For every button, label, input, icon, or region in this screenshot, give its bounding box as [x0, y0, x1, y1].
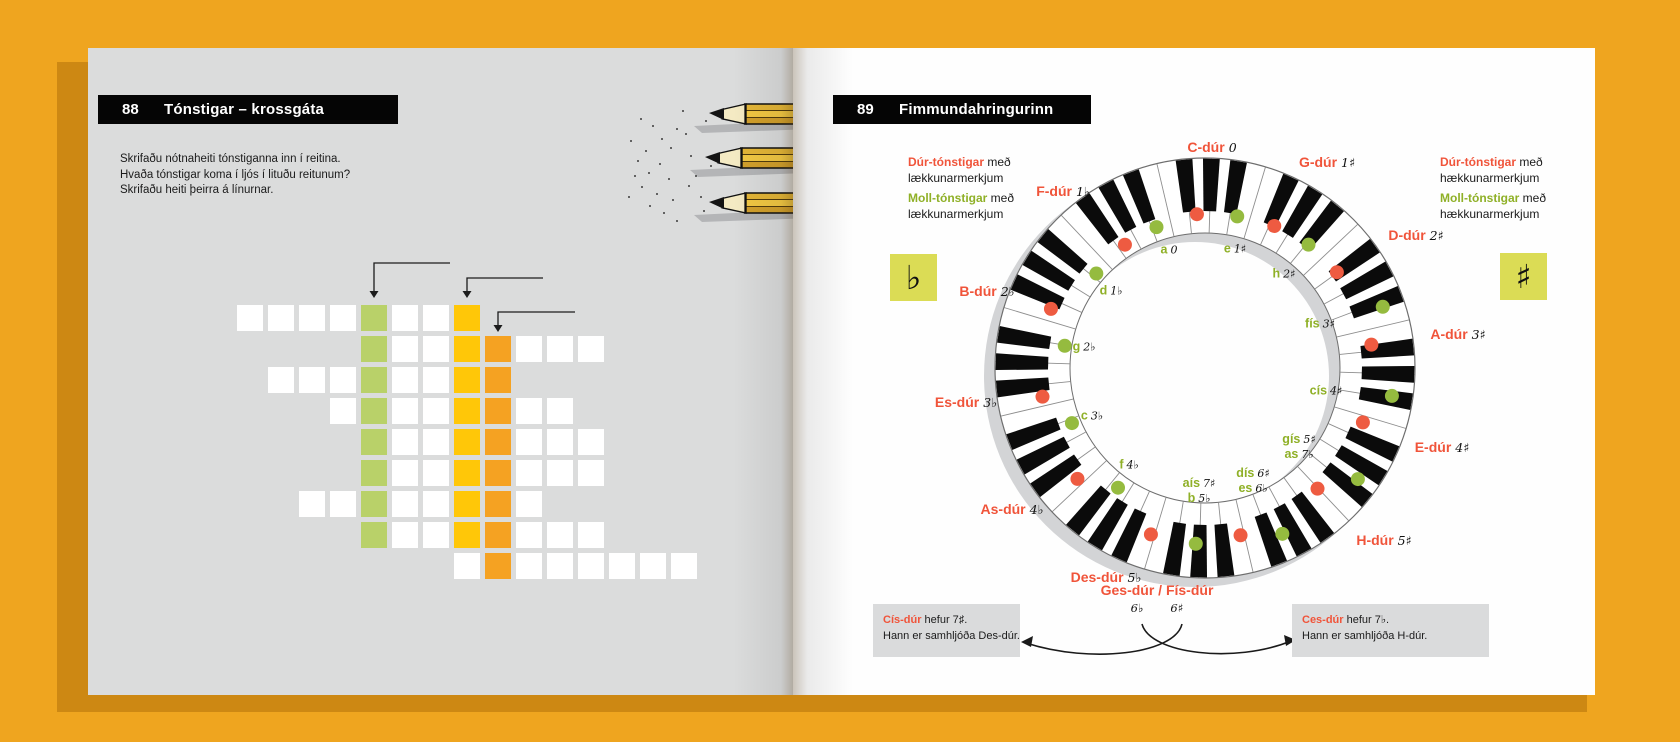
ges-fis-name: Ges-dúr / Fís-dúr [1100, 582, 1214, 598]
major-key-dot [1267, 219, 1281, 233]
speck [641, 186, 643, 188]
major-key-label [1036, 183, 1090, 199]
major-key-label [1356, 532, 1411, 548]
major-key-name: C-dúr [1187, 139, 1225, 155]
speck [663, 212, 665, 214]
minor-key-signature: 0 [1170, 243, 1178, 257]
major-key-signature: 1♯ [1341, 155, 1356, 170]
minor-key-signature: 5♯ [1303, 433, 1316, 446]
speck [688, 185, 690, 187]
major-key-signature: 3♯ [1471, 327, 1486, 342]
answer-lines-arrows[interactable] [0, 0, 793, 742]
minor-key-name: gís [1282, 432, 1301, 446]
major-key-signature: 3♭ [983, 395, 998, 410]
minor-key-label [1310, 384, 1343, 399]
major-key-label [1430, 326, 1485, 342]
minor-key-name: aís [1182, 476, 1201, 490]
speck [628, 196, 630, 198]
speck [659, 163, 661, 165]
minor-key-name: fís [1305, 316, 1320, 331]
minor-key-name: b [1187, 491, 1196, 505]
major-key-label-ges-fis [1101, 582, 1214, 615]
major-key-signature: 1♭ [1075, 184, 1090, 199]
major-key-dot [1070, 472, 1084, 486]
minor-key-signature: 3♭ [1090, 409, 1104, 423]
minor-key-dot [1230, 209, 1244, 223]
major-key-signature: 5♯ [1397, 533, 1412, 548]
minor-key-name: e [1223, 241, 1231, 256]
speck [695, 175, 697, 177]
speck [668, 178, 670, 180]
major-key-dot [1356, 415, 1370, 429]
left-page-number: 88 [122, 101, 139, 118]
major-key-label [981, 501, 1044, 517]
speck [700, 196, 702, 198]
major-key-signature: 2♭ [1000, 284, 1015, 299]
major-key-signature: 2♯ [1429, 228, 1444, 243]
minor-key-name: f [1119, 457, 1124, 472]
note-box-ces [1292, 604, 1489, 657]
legend-moll-line2: lækkunarmerkjum [908, 206, 1004, 221]
minor-key-signature: 1♯ [1233, 242, 1247, 256]
major-key-dot [1190, 207, 1204, 221]
legend-moll-lead: Moll-tónstigar [908, 191, 988, 205]
major-key-dot [1364, 338, 1378, 352]
major-key-label [1299, 154, 1355, 170]
major-key-name: Es-dúr [934, 394, 980, 410]
note-lead: Ces-dúr [1302, 614, 1344, 626]
minor-key-label [1183, 476, 1216, 506]
minor-key-signature: 4♭ [1126, 458, 1139, 472]
legend-dur-lead: Dúr-tónstigar [1440, 155, 1516, 169]
minor-key-name: as [1284, 447, 1299, 461]
ges-sig-flat: 6♭ [1130, 601, 1144, 615]
minor-key-dot [1351, 472, 1365, 486]
legend-dur-line2: hækkunarmerkjum [1440, 170, 1540, 185]
minor-key-label [1073, 340, 1096, 355]
legend-dur-line2: lækkunarmerkjum [908, 170, 1004, 185]
note-box-cis [873, 604, 1020, 657]
intro-line-2: Hvaða tónstigar koma í ljós í lituðu reitunum? [120, 168, 351, 181]
speck [670, 147, 672, 149]
minor-key-name: es [1238, 481, 1253, 495]
speck [703, 210, 705, 212]
minor-key-signature: 5♭ [1198, 492, 1211, 505]
speck [682, 110, 684, 112]
major-key-signature: 4♭ [1029, 502, 1044, 517]
major-key-dot [1330, 265, 1344, 279]
sharp-icon: ♯ [1515, 257, 1532, 296]
major-key-name: Des-dúr [1070, 569, 1124, 585]
major-key-dot [1044, 302, 1058, 316]
minor-key-name: cís [1309, 383, 1328, 398]
note-line2: Hann er samhljóða Des-dúr. [883, 629, 1020, 642]
note-line2: Hann er samhljóða H-dúr. [1302, 629, 1428, 642]
major-key-label [959, 283, 1014, 299]
minor-key-name: d [1099, 283, 1108, 298]
minor-key-name: g [1072, 339, 1081, 354]
legend-moll-line2: hækkunarmerkjum [1440, 206, 1540, 221]
minor-key-signature: 7♯ [1203, 477, 1216, 490]
speck [676, 220, 678, 222]
speck [634, 175, 636, 177]
major-key-name: B-dúr [959, 283, 997, 299]
intro-line-3: Skrifaðu heiti þeirra á línurnar. [120, 184, 274, 196]
minor-key-label [1236, 466, 1269, 496]
major-key-name: D-dúr [1388, 227, 1426, 243]
right-page-number: 89 [857, 101, 874, 118]
major-key-name: E-dúr [1414, 439, 1452, 455]
minor-key-dot [1065, 416, 1079, 430]
speck [705, 120, 707, 122]
speck [661, 138, 663, 140]
speck [640, 118, 642, 120]
left-page-title: Tónstigar – krossgáta [164, 101, 325, 118]
minor-key-dot [1385, 389, 1399, 403]
note-rest: hefur 7♭. [1343, 614, 1390, 626]
minor-key-signature: 2♭ [1083, 340, 1096, 354]
major-key-name: F-dúr [1036, 183, 1072, 199]
legend-moll-rest: með [987, 191, 1015, 205]
minor-key-name: dís [1236, 466, 1255, 480]
major-key-dot [1311, 482, 1325, 496]
minor-key-label [1119, 458, 1138, 473]
major-key-label [1187, 139, 1236, 155]
speck [649, 205, 651, 207]
major-key-dot [1118, 238, 1132, 252]
minor-key-name: h [1272, 266, 1281, 281]
legend-dur-rest: með [1516, 155, 1543, 169]
minor-key-dot [1089, 267, 1103, 281]
major-key-signature: 0 [1228, 140, 1237, 155]
minor-key-signature: 2♯ [1283, 267, 1296, 281]
minor-key-label [1100, 284, 1123, 299]
minor-key-dot [1275, 527, 1289, 541]
minor-key-label [1273, 267, 1296, 282]
legend-moll-rest: með [1519, 191, 1547, 205]
note-rest: hefur 7♯. [921, 614, 968, 626]
speck [672, 199, 674, 201]
major-key-name: A-dúr [1430, 326, 1468, 342]
minor-key-dot [1189, 537, 1203, 551]
note-lead: Cís-dúr [883, 614, 922, 626]
speck [710, 165, 712, 167]
minor-key-dot [1149, 220, 1163, 234]
speck [685, 133, 687, 135]
speck [630, 140, 632, 142]
minor-key-dot [1376, 300, 1390, 314]
speck [645, 150, 647, 152]
legend-dur-rest: með [984, 155, 1011, 169]
minor-key-label [1282, 432, 1315, 462]
speck [690, 155, 692, 157]
major-key-label [935, 394, 997, 410]
minor-key-signature: 7♭ [1301, 448, 1314, 461]
minor-key-label [1305, 317, 1335, 332]
intro-line-1: Skrifaðu nótnaheiti tónstiganna inn í reitina. [120, 153, 341, 165]
major-key-name: G-dúr [1298, 154, 1338, 170]
minor-key-label [1224, 242, 1246, 257]
major-key-name: H-dúr [1356, 532, 1394, 548]
major-key-dot [1234, 528, 1248, 542]
major-key-signature: 5♭ [1127, 570, 1142, 585]
speck [656, 193, 658, 195]
minor-key-label [1161, 243, 1178, 258]
speck [676, 128, 678, 130]
minor-key-dot [1301, 238, 1315, 252]
right-page-title: Fimmundahringurinn [899, 101, 1054, 118]
minor-key-signature: 1♭ [1110, 284, 1123, 298]
legend-moll-lead: Moll-tónstigar [1440, 191, 1520, 205]
minor-key-name: c [1080, 408, 1088, 423]
ges-sig-sharp: 6♯ [1170, 601, 1184, 615]
minor-key-name: a [1160, 242, 1168, 257]
speck [648, 172, 650, 174]
legend-dur-lead: Dúr-tónstigar [908, 155, 984, 169]
major-key-dot [1144, 527, 1158, 541]
major-key-signature: 4♯ [1455, 440, 1470, 455]
major-key-name: As-dúr [980, 501, 1026, 517]
flat-icon: ♭ [905, 258, 922, 297]
minor-key-signature: 6♭ [1255, 482, 1268, 495]
major-key-label [1388, 227, 1443, 243]
minor-key-signature: 3♯ [1322, 317, 1335, 331]
minor-key-dot [1111, 481, 1125, 495]
minor-key-label [1081, 409, 1103, 424]
major-key-label [1415, 439, 1470, 455]
major-key-dot [1036, 390, 1050, 404]
minor-key-signature: 6♯ [1257, 467, 1270, 480]
minor-key-signature: 4♯ [1330, 384, 1343, 398]
speck [637, 160, 639, 162]
minor-key-dot [1058, 339, 1072, 353]
speck [652, 125, 654, 127]
